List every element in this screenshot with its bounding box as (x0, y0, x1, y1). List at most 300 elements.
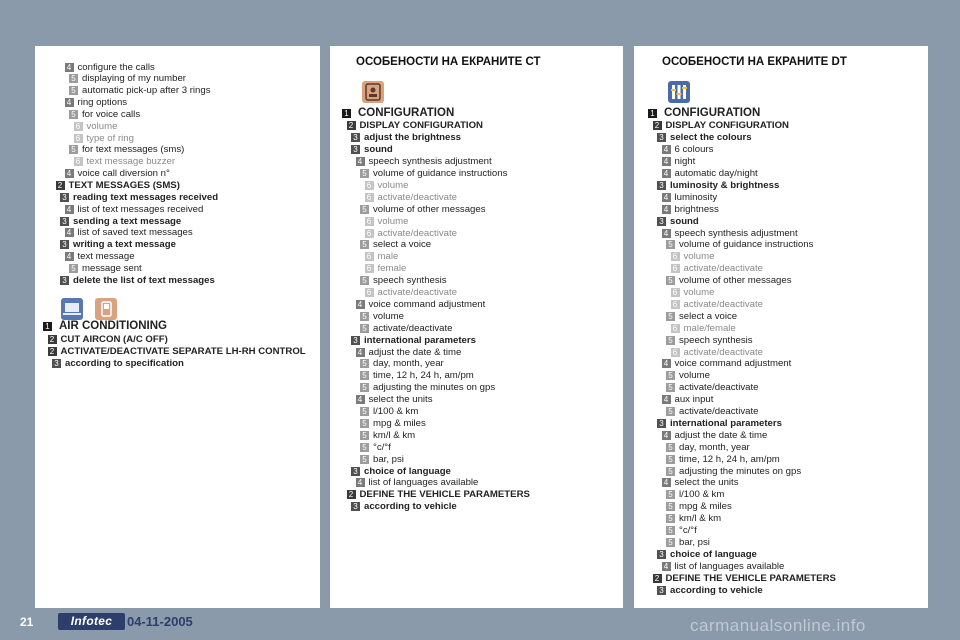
menu-item-label: adjusting the minutes on gps (373, 382, 496, 394)
menu-item (356, 394, 433, 406)
menu-item (666, 489, 724, 501)
level-badge: 5 (69, 264, 78, 273)
menu-panel-ct (330, 46, 623, 608)
menu-item-label: list of text messages received (77, 203, 204, 215)
menu-item (653, 572, 836, 584)
level-badge: 3 (60, 240, 69, 249)
menu-item-label: activate/deactivate (683, 263, 763, 275)
level-badge: 4 (65, 252, 74, 261)
menu-item-label: volume (683, 251, 715, 263)
level-badge: 5 (666, 490, 675, 499)
level-badge: 2 (653, 121, 662, 130)
menu-item (356, 346, 462, 358)
menu-item-label: CUT AIRCON (A/C OFF) (60, 333, 168, 345)
menu-item (360, 275, 447, 287)
level-badge: 5 (360, 276, 369, 285)
menu-item-label: day, month, year (679, 441, 750, 453)
menu-item-label: according to specification (65, 357, 184, 369)
menu-item (69, 144, 184, 156)
menu-item (671, 287, 715, 299)
level-badge: 4 (662, 478, 671, 487)
menu-item (666, 513, 721, 525)
menu-item-label: ring options (77, 97, 128, 109)
menu-item (360, 203, 486, 215)
level-badge: 5 (360, 371, 369, 380)
level-badge: 6 (671, 348, 680, 357)
menu-item (666, 370, 710, 382)
menu-item (360, 358, 444, 370)
level-badge: 3 (60, 217, 69, 226)
menu-item-label: DISPLAY CONFIGURATION (665, 120, 789, 132)
level-badge: 6 (365, 181, 374, 190)
menu-item-label: male/female (683, 322, 736, 334)
level-badge: 5 (360, 312, 369, 321)
menu-item-label: night (674, 156, 696, 168)
menu-item-label: configure the calls (77, 61, 155, 73)
level-badge: 5 (666, 443, 675, 452)
level-badge: 6 (365, 229, 374, 238)
menu-item (356, 477, 479, 489)
menu-item-label: activate/deactivate (373, 322, 453, 334)
dt-panel-title: ОСОБЕНОСТИ НА ЕКРАНИТЕ DT (662, 56, 847, 68)
level-badge: 4 (662, 145, 671, 154)
menu-item-label: TEXT MESSAGES (SMS) (68, 180, 180, 191)
menu-item-label: speech synthesis (373, 275, 447, 287)
menu-item-label: male (377, 251, 399, 263)
menu-item-label: brightness (674, 203, 719, 215)
menu-item (360, 168, 507, 180)
menu-item (666, 406, 758, 418)
menu-item-label: volume (377, 179, 409, 191)
menu-item (351, 501, 457, 513)
menu-item-label: °c/°f (373, 441, 391, 453)
menu-item-label: volume (86, 120, 118, 132)
level-badge: 4 (662, 229, 671, 238)
menu-item (52, 357, 184, 369)
menu-item-label: for text messages (sms) (82, 144, 185, 156)
menu-item-label: l/100 & km (373, 406, 419, 417)
level-badge: 5 (360, 169, 369, 178)
menu-item (74, 156, 176, 168)
level-badge: 5 (666, 502, 675, 511)
menu-item (365, 215, 409, 227)
menu-item (351, 334, 476, 346)
menu-item (657, 417, 782, 429)
menu-item-label: choice of language (364, 465, 451, 477)
menu-panel-dt (634, 46, 928, 608)
menu-item (65, 203, 204, 215)
level-badge: 3 (657, 419, 666, 428)
menu-item (662, 156, 696, 168)
menu-item-label: adjust the date & time (368, 346, 462, 358)
level-badge: 2 (347, 121, 356, 130)
menu-item (662, 429, 768, 441)
menu-item-label: automatic day/night (674, 168, 758, 179)
level-badge: 6 (365, 217, 374, 226)
menu-item-label: list of languages available (368, 477, 479, 489)
level-badge: 6 (365, 193, 374, 202)
menu-item (360, 406, 418, 418)
menu-item (60, 274, 215, 286)
level-badge: 4 (65, 228, 74, 237)
level-badge: 5 (360, 383, 369, 392)
level-badge: 6 (365, 264, 374, 273)
menu-item-label: text message (77, 251, 135, 263)
level-badge: 4 (662, 205, 671, 214)
level-badge: 4 (356, 157, 365, 166)
menu-item (360, 441, 391, 453)
level-badge: 4 (662, 157, 671, 166)
menu-item (347, 489, 530, 501)
level-badge: 6 (74, 157, 83, 166)
level-badge: 4 (662, 359, 671, 368)
menu-item (60, 215, 181, 227)
menu-item-label: automatic pick-up after 3 rings (82, 85, 211, 97)
level-badge: 3 (60, 193, 69, 202)
level-badge: 4 (662, 395, 671, 404)
level-badge: 5 (69, 86, 78, 95)
level-badge: 6 (671, 324, 680, 333)
menu-item-label: speech synthesis adjustment (368, 156, 492, 168)
level-badge: 5 (360, 419, 369, 428)
level-badge: 6 (671, 264, 680, 273)
menu-item-label: message sent (82, 262, 142, 274)
menu-item (69, 262, 142, 274)
menu-item (657, 179, 779, 191)
menu-item (65, 251, 135, 263)
menu-item-label: female (377, 263, 407, 275)
menu-item (653, 120, 790, 132)
menu-item (360, 322, 452, 334)
menu-item (365, 287, 457, 299)
menu-item-label: activate/deactivate (679, 406, 759, 417)
level-badge: 4 (662, 562, 671, 571)
level-badge: 5 (360, 359, 369, 368)
menu-item-label: bar, psi (373, 453, 404, 465)
level-badge: 6 (365, 252, 374, 261)
menu-item (65, 227, 193, 239)
menu-item (662, 227, 798, 239)
menu-item-label: voice command adjustment (368, 298, 486, 310)
menu-item (671, 298, 763, 310)
menu-item-label: AIR CONDITIONING (59, 320, 167, 332)
level-badge: 2 (56, 181, 65, 190)
menu-item-label: km/l & km (679, 513, 722, 525)
menu-item-label: sound (364, 144, 393, 156)
level-badge: 5 (360, 324, 369, 333)
level-badge: 6 (671, 288, 680, 297)
menu-item-label: volume (373, 310, 404, 322)
menu-item (657, 584, 763, 596)
menu-item-label: l/100 & km (679, 489, 725, 501)
menu-item (657, 132, 752, 144)
menu-item-label: volume of other messages (373, 203, 486, 215)
menu-item-label: delete the list of text messages (73, 274, 215, 286)
level-badge: 3 (351, 467, 360, 476)
menu-item-label: time, 12 h, 24 h, am/pm (679, 453, 780, 465)
menu-item-label: displaying of my number (82, 73, 186, 85)
menu-item-label: according to vehicle (670, 584, 763, 596)
menu-item-label: activate/deactivate (377, 287, 457, 298)
level-badge: 1 (43, 322, 52, 331)
menu-item-label: CONFIGURATION (664, 107, 761, 119)
menu-item (69, 73, 186, 85)
level-badge: 3 (657, 217, 666, 226)
menu-item-label: bar, psi (679, 536, 710, 548)
menu-item (360, 429, 415, 441)
menu-item-label: select the units (674, 477, 739, 489)
menu-item (347, 120, 484, 132)
menu-item-label: text message buzzer (86, 156, 176, 168)
menu-item (671, 346, 763, 358)
menu-panel-left (35, 46, 320, 608)
menu-item (65, 168, 170, 180)
menu-item-label: volume (377, 215, 409, 227)
menu-item-label: list of saved text messages (77, 227, 193, 239)
menu-item (666, 310, 737, 322)
menu-item-label: activate/deactivate (683, 346, 763, 358)
menu-item-label: activate/deactivate (377, 227, 457, 239)
menu-item-label: according to vehicle (364, 501, 457, 513)
menu-item-label: for voice calls (82, 108, 141, 120)
level-badge: 3 (657, 550, 666, 559)
level-badge: 4 (356, 478, 365, 487)
menu-item-label: adjusting the minutes on gps (679, 465, 802, 477)
menu-item-label: speech synthesis adjustment (674, 227, 798, 239)
level-badge: 2 (653, 574, 662, 583)
level-badge: 5 (360, 431, 369, 440)
menu-item (662, 394, 714, 406)
menu-item-label: writing a text message (73, 239, 176, 251)
menu-item-label: mpg & miles (679, 501, 732, 513)
menu-item (60, 191, 218, 203)
menu-item (65, 97, 128, 109)
menu-item-label: type of ring (86, 132, 134, 144)
menu-item (662, 477, 739, 489)
level-badge: 3 (657, 181, 666, 190)
menu-item (65, 61, 155, 73)
menu-item (666, 465, 801, 477)
menu-item-label: voice command adjustment (674, 358, 792, 370)
menu-item (657, 215, 699, 227)
menu-item (666, 441, 750, 453)
menu-item (365, 191, 457, 203)
menu-item-label: volume of other messages (679, 275, 792, 287)
menu-item-label: time, 12 h, 24 h, am/pm (373, 370, 474, 382)
level-badge: 5 (666, 514, 675, 523)
menu-item (69, 85, 211, 97)
level-badge: 4 (356, 395, 365, 404)
level-badge: 5 (360, 240, 369, 249)
menu-item-label: DISPLAY CONFIGURATION (359, 120, 483, 132)
menu-item (662, 168, 758, 180)
level-badge: 3 (351, 502, 360, 511)
menu-item-label: °c/°f (679, 525, 697, 536)
menu-item (666, 501, 732, 513)
menu-item (74, 132, 134, 144)
menu-item-label: day, month, year (373, 358, 444, 370)
menu-item-label: voice call diversion n° (77, 168, 170, 180)
level-badge: 5 (666, 383, 675, 392)
menu-item-label: sound (670, 215, 699, 227)
menu-item-label: aux input (674, 394, 714, 406)
menu-item (365, 227, 457, 239)
level-badge: 4 (356, 348, 365, 357)
level-badge: 6 (74, 134, 83, 143)
level-badge: 1 (342, 109, 351, 118)
menu-item (43, 320, 167, 332)
menu-item-label: DEFINE THE VEHICLE PARAMETERS (359, 489, 530, 501)
menu-item-label: select the colours (670, 132, 752, 144)
menu-item-label: select a voice (373, 239, 432, 251)
menu-item (356, 156, 492, 168)
menu-item-label: list of languages available (674, 560, 785, 572)
level-badge: 6 (671, 300, 680, 309)
watermark: carmanualsonline.info (690, 616, 866, 635)
menu-item (662, 191, 718, 203)
level-badge: 3 (52, 359, 61, 368)
menu-item (666, 382, 758, 394)
menu-item (365, 251, 399, 263)
menu-item (351, 144, 393, 156)
menu-item (351, 132, 461, 144)
menu-item-label: international parameters (670, 417, 782, 429)
menu-item (365, 179, 409, 191)
level-badge: 2 (48, 335, 57, 344)
menu-item (360, 453, 404, 465)
level-badge: 5 (666, 407, 675, 416)
menu-item (69, 108, 140, 120)
level-badge: 4 (65, 63, 74, 72)
menu-item-label: choice of language (670, 548, 757, 560)
menu-item (662, 144, 714, 156)
menu-item-label: luminosity (674, 191, 718, 203)
level-badge: 5 (666, 312, 675, 321)
level-badge: 3 (351, 133, 360, 142)
menu-item (666, 525, 697, 537)
menu-item (671, 322, 736, 334)
menu-item (342, 107, 454, 119)
menu-item-label: DEFINE THE VEHICLE PARAMETERS (665, 572, 836, 584)
menu-item (48, 345, 306, 357)
menu-item (360, 382, 495, 394)
menu-item (56, 180, 180, 192)
menu-item-label: mpg & miles (373, 417, 426, 429)
level-badge: 6 (365, 288, 374, 297)
menu-item (666, 536, 710, 548)
menu-item-label: volume of guidance instructions (679, 239, 814, 251)
level-badge: 5 (360, 443, 369, 452)
menu-item (648, 107, 760, 119)
level-badge: 5 (69, 110, 78, 119)
level-badge: 6 (671, 252, 680, 261)
level-badge: 3 (351, 336, 360, 345)
menu-item-label: activate/deactivate (683, 298, 763, 310)
menu-item-label: volume (683, 287, 715, 298)
menu-item (360, 239, 431, 251)
menu-item (662, 560, 785, 572)
level-badge: 5 (69, 74, 78, 83)
level-badge: 5 (666, 526, 675, 535)
menu-item (671, 251, 715, 263)
level-badge: 6 (74, 122, 83, 131)
ct-panel-title: ОСОБЕНОСТИ НА ЕКРАНИТЕ СТ (356, 56, 541, 68)
level-badge: 5 (360, 455, 369, 464)
infotec-logo: Infotec (58, 613, 125, 630)
level-badge: 2 (347, 490, 356, 499)
menu-item (666, 275, 792, 287)
level-badge: 1 (648, 109, 657, 118)
menu-item (657, 548, 757, 560)
level-badge: 4 (65, 98, 74, 107)
menu-item-label: reading text messages received (73, 191, 219, 203)
level-badge: 4 (662, 431, 671, 440)
level-badge: 4 (662, 169, 671, 178)
level-badge: 5 (360, 205, 369, 214)
level-badge: 3 (351, 145, 360, 154)
menu-item-label: km/l & km (373, 429, 416, 441)
level-badge: 5 (666, 276, 675, 285)
level-badge: 5 (666, 371, 675, 380)
menu-item (60, 239, 176, 251)
level-badge: 5 (360, 407, 369, 416)
menu-item (671, 263, 763, 275)
menu-item (360, 310, 404, 322)
level-badge: 5 (69, 145, 78, 154)
menu-item-label: select the units (368, 394, 433, 406)
menu-item-label: luminosity & brightness (670, 179, 780, 191)
menu-item-label: ACTIVATE/DEACTIVATE SEPARATE LH-RH CONTROL (60, 345, 306, 357)
menu-item (360, 417, 426, 429)
menu-item (356, 298, 486, 310)
laptop-icon (61, 298, 83, 320)
menu-item (351, 465, 451, 477)
menu-item-label: international parameters (364, 334, 476, 346)
level-badge: 5 (666, 538, 675, 547)
level-badge: 4 (662, 193, 671, 202)
level-badge: 5 (666, 336, 675, 345)
level-badge: 4 (356, 300, 365, 309)
menu-item-label: speech synthesis (679, 334, 753, 346)
menu-item (666, 239, 813, 251)
menu-item (662, 358, 792, 370)
menu-item-label: volume of guidance instructions (373, 168, 508, 179)
level-badge: 5 (666, 240, 675, 249)
level-badge: 3 (60, 276, 69, 285)
menu-item (666, 453, 780, 465)
menu-item (365, 263, 407, 275)
level-badge: 4 (65, 169, 74, 178)
menu-item (48, 333, 168, 345)
menu-item-label: sending a text message (73, 215, 182, 227)
phone-icon (95, 298, 117, 320)
footer-date: 04-11-2005 (127, 614, 193, 629)
menu-item-label: activate/deactivate (377, 191, 457, 203)
menu-item-label: volume (679, 370, 710, 382)
menu-item-label: select a voice (679, 310, 738, 322)
menu-item (74, 120, 118, 132)
menu-item-label: adjust the date & time (674, 429, 768, 441)
menu-item-label: 6 colours (674, 144, 714, 156)
level-badge: 4 (65, 205, 74, 214)
menu-item (666, 334, 753, 346)
ct-screen-icon (362, 81, 384, 103)
level-badge: 3 (657, 133, 666, 142)
menu-item-label: activate/deactivate (679, 382, 759, 394)
level-badge: 5 (666, 455, 675, 464)
menu-item-label: CONFIGURATION (358, 107, 455, 119)
menu-item (662, 203, 719, 215)
